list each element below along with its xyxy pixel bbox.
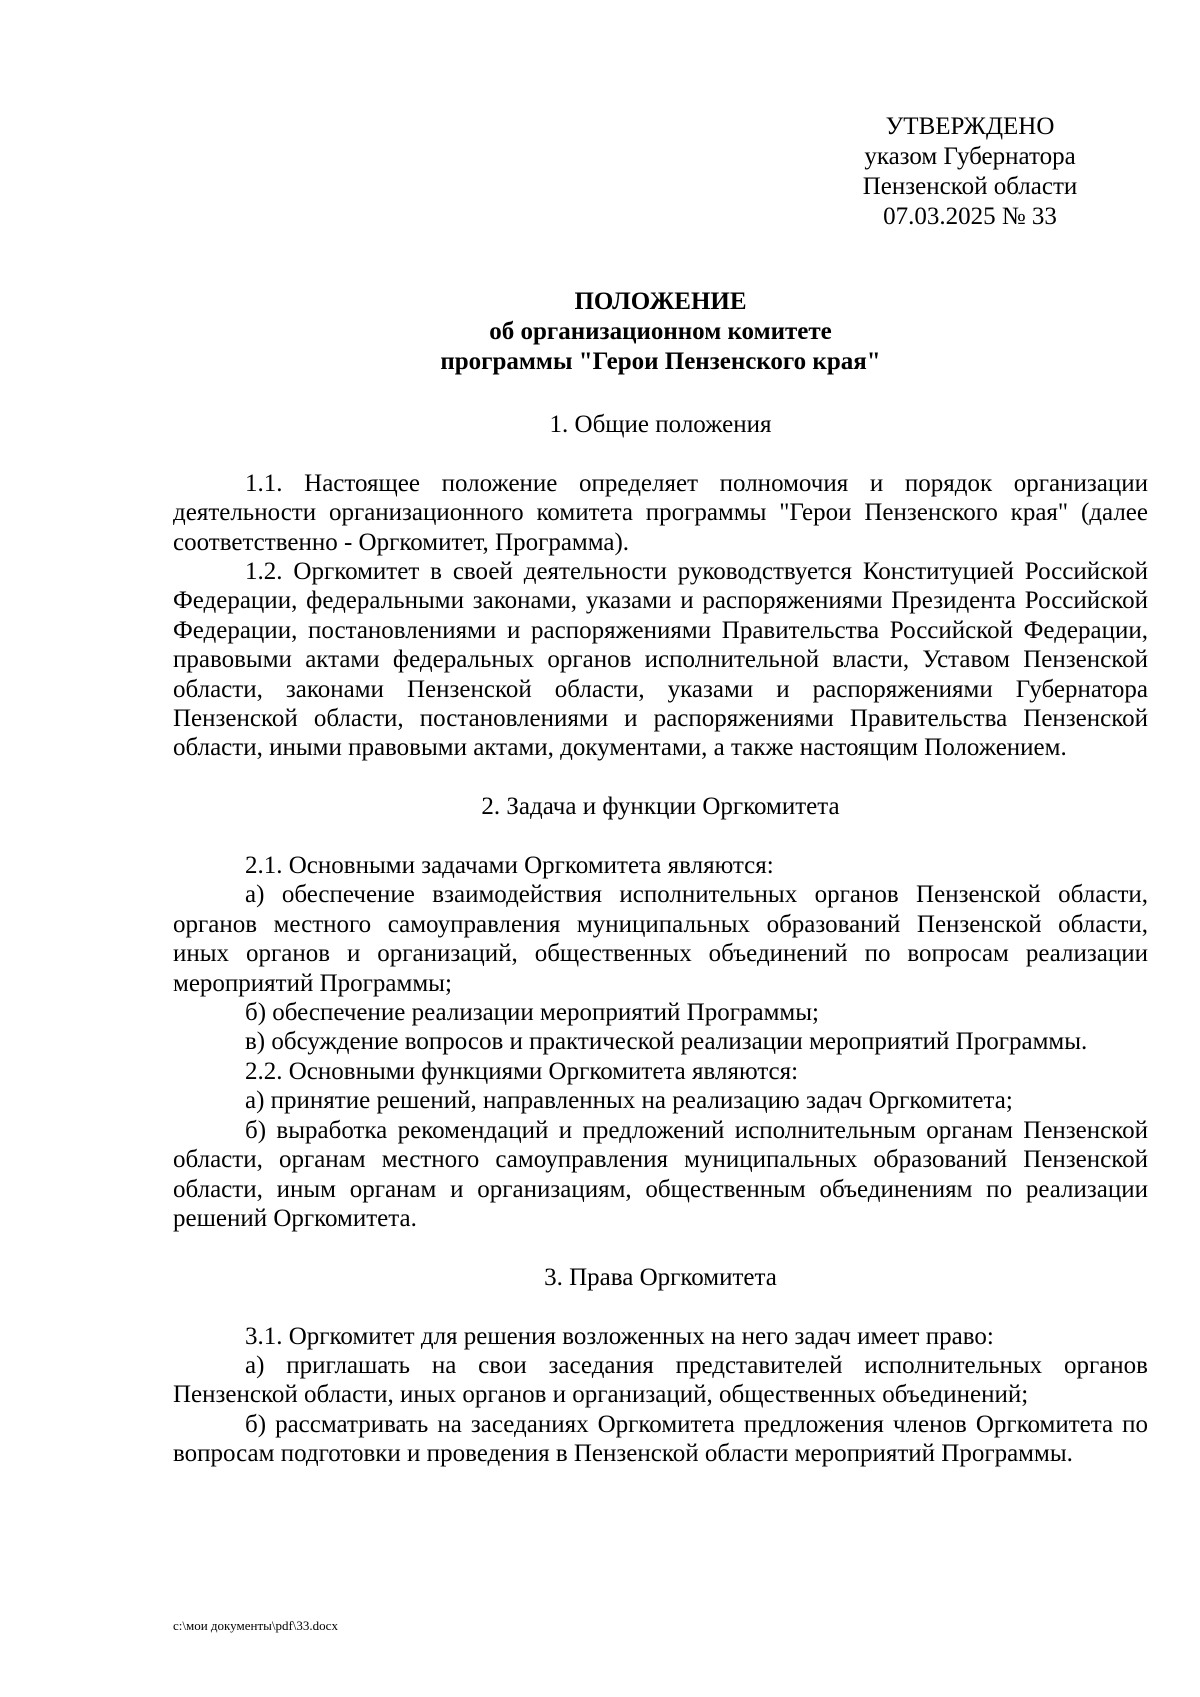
title-line: программы "Герои Пензенского края" (440, 348, 881, 375)
paragraph: б) обеспечение реализации мероприятий Программы; (245, 999, 819, 1027)
paragraph: б) рассматривать на заседаниях Оргкомитета предложения членов Оргкомитета по вопросам подготовки и проведения в Пензенской области мероприятий Программы. (173, 1410, 1148, 1468)
paragraph: 1.2. Оргкомитет в своей деятельности руководствуется Конституцией Российской Федерации, федеральными законами, указами и распоряжениями Президента Российской Федерации, постановлениями и распоряжениями Правительства Российской Федерации, правовыми актами федеральных органов исполнительной власти, Уставом Пензенской области, законами Пензенской области, указами и распоряжениями Губернатора Пензенской области, постановлениями и распоряжениями Правительства Пензенской области, иными правовыми актами, документами, а также настоящим Положением. (173, 558, 1148, 762)
file-path-footer: c:\мои документы\pdf\33.docx (173, 1618, 338, 1633)
section-heading: 3. Права Оргкомитета (544, 1263, 777, 1291)
approval-line: Пензенской области (862, 173, 1078, 200)
paragraph: 2.1. Основными задачами Оргкомитета являются: (245, 852, 774, 880)
paragraph: б) выработка рекомендаций и предложений исполнительным органам Пензенской области, органам местного самоуправления муниципальных образований Пензенской области, иным органам и организациям, общественным объединениям по реализации решений Оргкомитета. (173, 1116, 1148, 1232)
paragraph: а) принятие решений, направленных на реализацию задач Оргкомитета; (245, 1087, 1013, 1115)
paragraph: 3.1. Оргкомитет для решения возложенных на него задач имеет право: (245, 1322, 994, 1350)
paragraph: а) приглашать на свои заседания представителей исполнительных органов Пензенской области, иных органов и организаций, общественных объединений; (173, 1351, 1148, 1409)
document-body (173, 410, 1148, 1469)
paragraph: 1.1. Настоящее положение определяет полномочия и порядок организации деятельности организационного комитета программы "Герои Пензенского края" (далее соответственно - Оргкомитет, Программа). (173, 469, 1148, 556)
title-line: об организационном комитете (489, 318, 832, 345)
section-heading: 2. Задача и функции Оргкомитета (481, 793, 840, 821)
approval-line: указом Губернатора (864, 143, 1076, 170)
approval-line: УТВЕРЖДЕНО (885, 113, 1055, 140)
paragraph: в) обсуждение вопросов и практической реализации мероприятий Программы. (245, 1028, 1088, 1056)
approval-stamp (820, 112, 1120, 232)
document-title (173, 287, 1148, 377)
title-line: ПОЛОЖЕНИЕ (574, 288, 747, 315)
paragraph: 2.2. Основными функциями Оргкомитета являются: (245, 1057, 799, 1085)
section-heading: 1. Общие положения (549, 411, 772, 438)
approval-date-number: 07.03.2025 № 33 (883, 203, 1057, 230)
paragraph: а) обеспечение взаимодействия исполнительных органов Пензенской области, органов местного самоуправления муниципальных образований Пензенской области, иных органов и организаций, общественных объединений по вопросам реализации мероприятий Программы; (173, 881, 1148, 997)
